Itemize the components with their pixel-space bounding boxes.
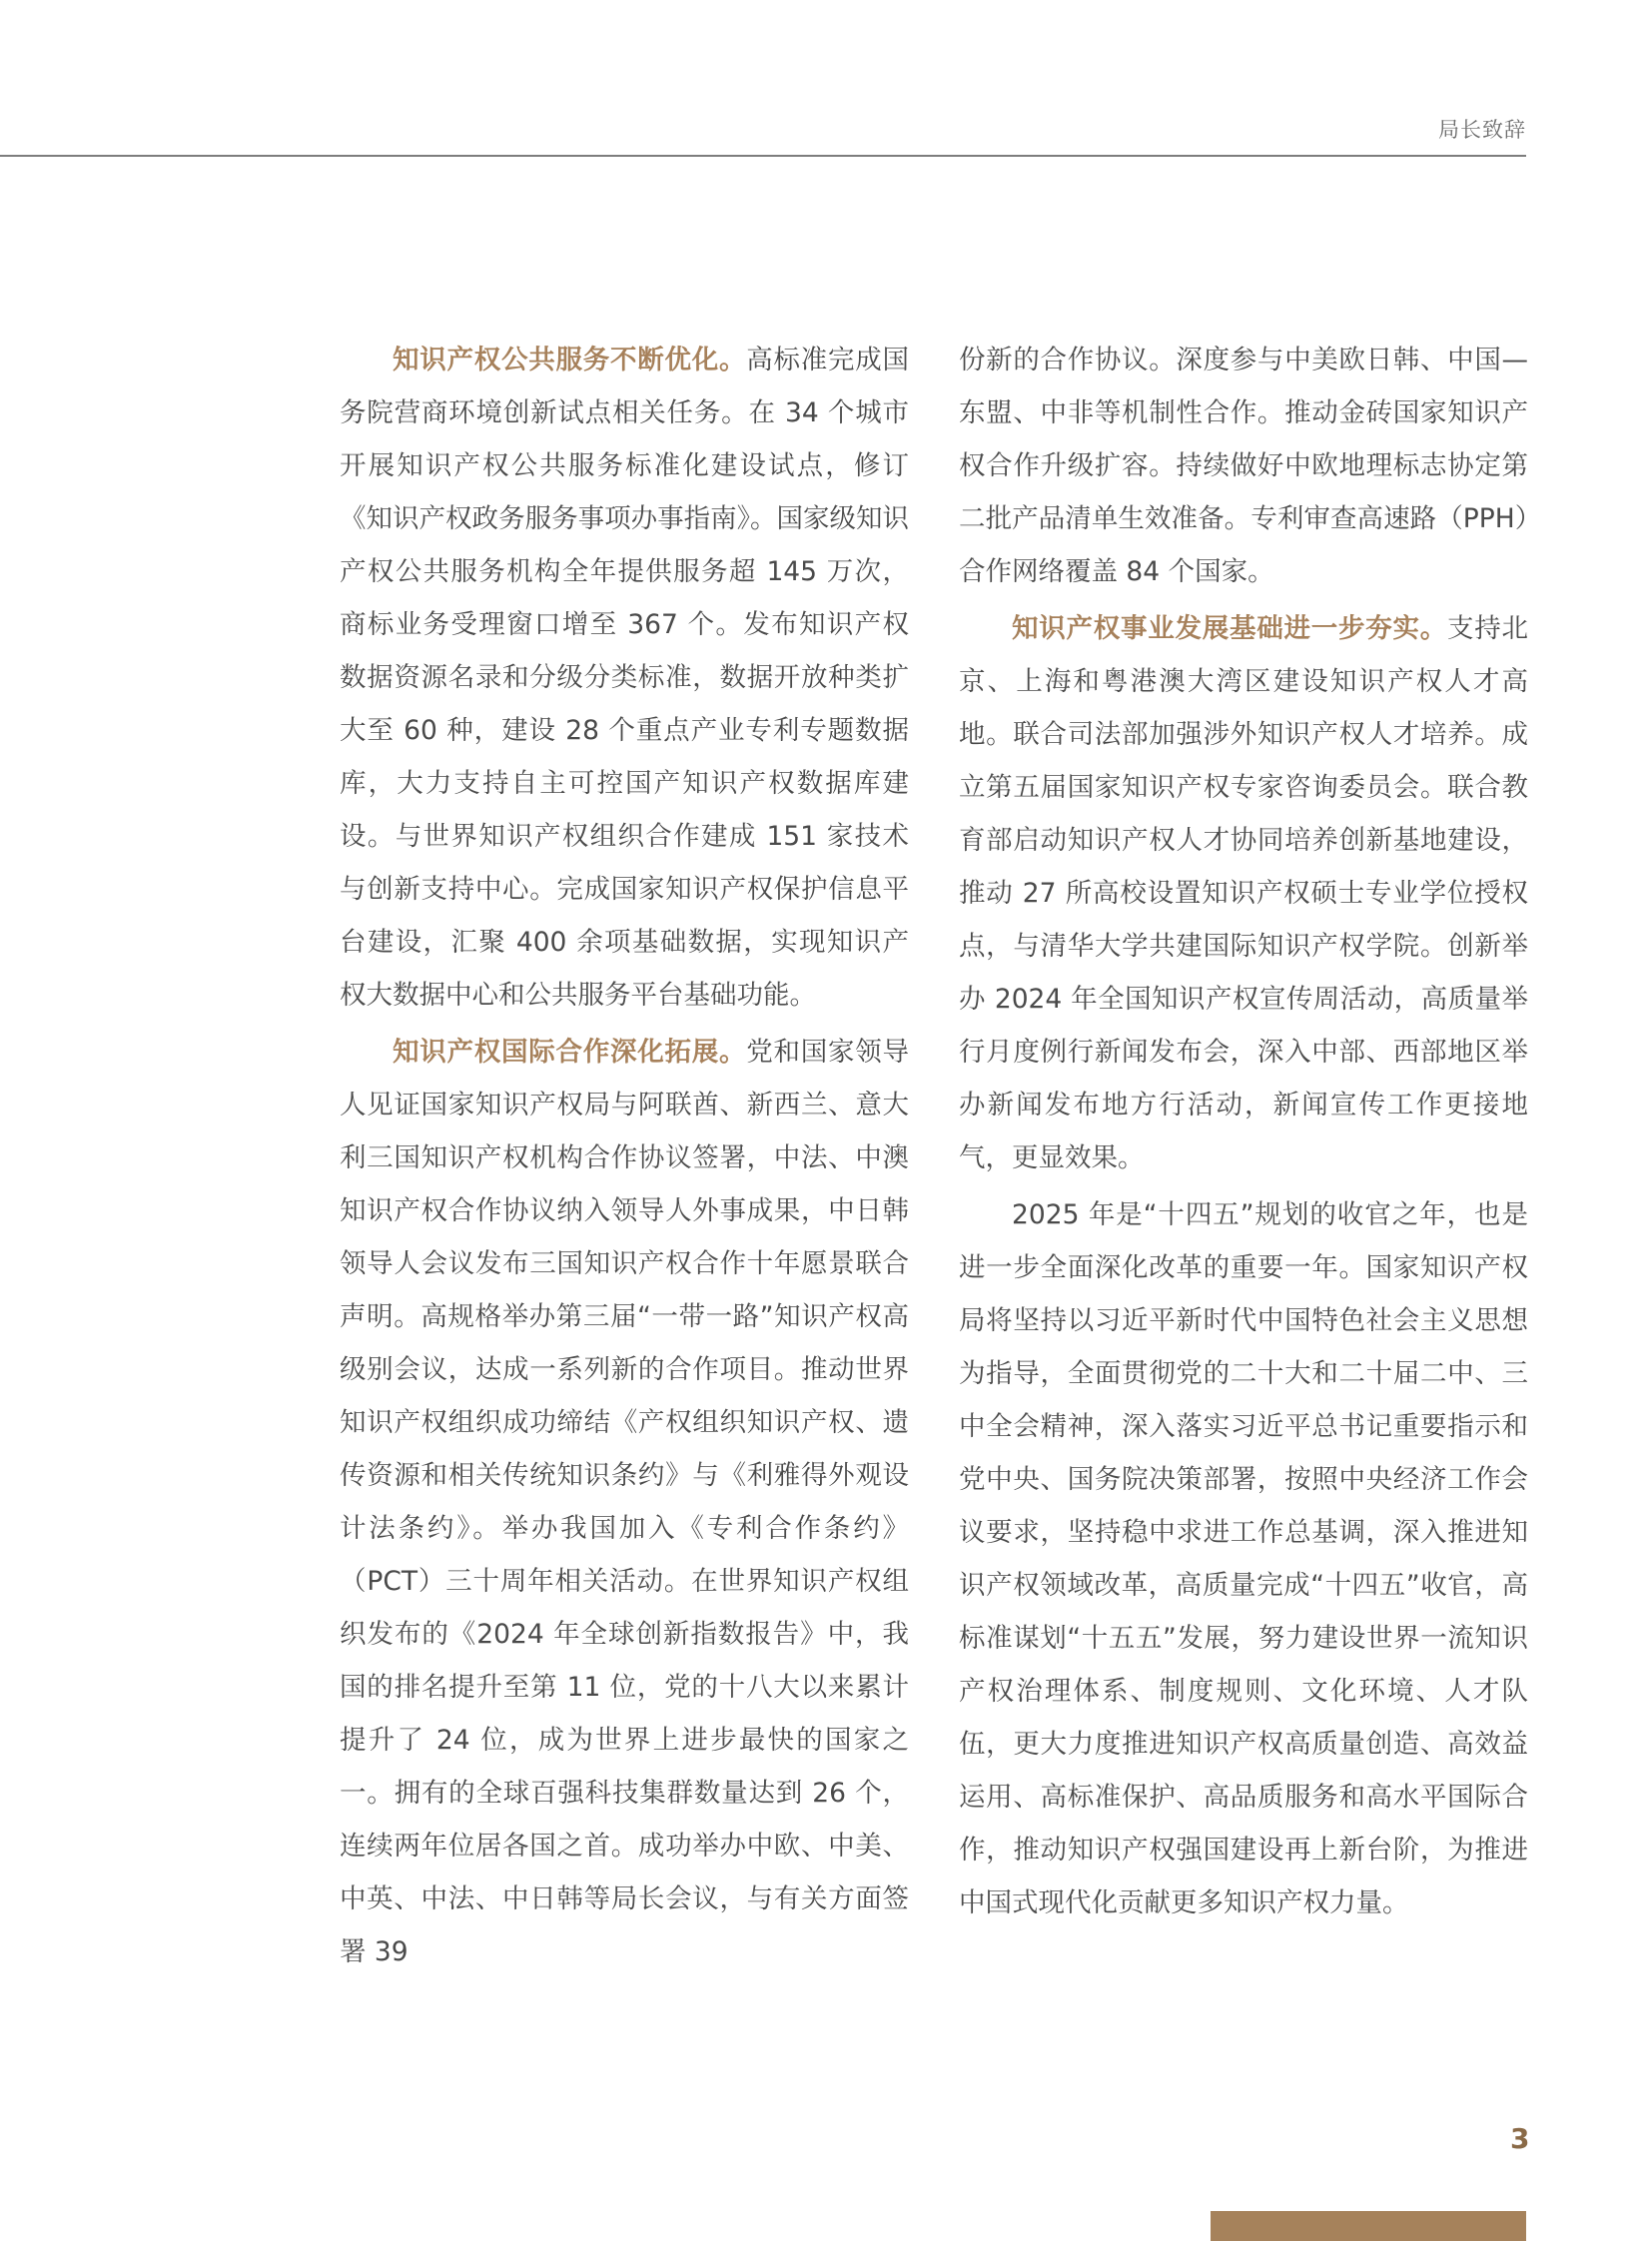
paragraph-lead: 知识产权公共服务不断优化。 xyxy=(393,345,747,375)
footer-accent-bar xyxy=(1211,2211,1526,2241)
paragraph-continued: 份新的合作协议。深度参与中美欧日韩、中国—东盟、中非等机制性合作。推动金砖国家知识产权合作升级扩容。持续做好中欧地理标志协定第二批产品清单生效准备。专利审查高速路（PPH）合作网络覆盖 84 个国家。 xyxy=(959,345,1528,587)
paragraph-lead: 知识产权国际合作深化拓展。 xyxy=(393,1037,747,1068)
section-label: 局长致辞 xyxy=(1438,118,1526,142)
paragraph-public-services xyxy=(340,334,909,1022)
paragraph-body: 党和国家领导人见证国家知识产权局与阿联酋、新西兰、意大利三国知识产权机构合作协议签署，中法、中澳知识产权合作协议纳入领导人外事成果，中日韩领导人会议发布三国知识产权合作十年愿景联合声明。高规格举办第三届“一带一路”知识产权高级别会议，达成一系列新的合作项目。推动世界知识产权组织成功缔结《产权组织知识产权、遗传资源和相关传统知识条约》与《利雅得外观设计法条约》。举办我国加入《专利合作条约》（PCT）三十周年相关活动。在世界知识产权组织发布的《2024 年全球创新指数报告》中，我国的排名提升至第 11 位，党的十八大以来累计提升了 24 位，成为世界上进步最快的国家之一。拥有的全球百强科技集群数量达到 26 个，连续两年位居各国之首。成功举办中欧、中美、中英、中法、中日韩等局长会议，与有关方面签署 39 xyxy=(340,1037,909,1967)
page-number: 3 xyxy=(1510,2122,1530,2155)
right-column xyxy=(959,334,1528,1933)
paragraph-international-cooperation xyxy=(340,1026,909,1978)
paragraph-body: 支持北京、上海和粤港澳大湾区建设知识产权人才高地。联合司法部加强涉外知识产权人才培养。成立第五届国家知识产权专家咨询委员会。联合教育部启动知识产权人才协同培养创新基地建设，推动 27 所高校设置知识产权硕士专业学位授权点，与清华大学共建国际知识产权学院。创新举办 2024 年全国知识产权宣传周活动，高质量举行月度例行新闻发布会，深入中部、西部地区举办新闻发布地方行活动，新闻宣传工作更接地气，更显效果。 xyxy=(959,613,1528,1173)
header-rule xyxy=(0,155,1526,157)
paragraph-lead: 知识产权事业发展基础进一步夯实。 xyxy=(1012,613,1447,644)
left-column xyxy=(340,334,909,1982)
paragraph-outlook-2025: 2025 年是“十四五”规划的收官之年，也是进一步全面深化改革的重要一年。国家知识产权局将坚持以习近平新时代中国特色社会主义思想为指导，全面贯彻党的二十大和二十届二中、三中全会精神，深入落实习近平总书记重要指示和党中央、国务院决策部署，按照中央经济工作会议要求，坚持稳中求进工作总基调，深入推进知识产权领域改革，高质量完成“十四五”收官，高标准谋划“十五五”发展，努力建设世界一流知识产权治理体系、制度规则、文化环境、人才队伍，更大力度推进知识产权高质量创造、高效益运用、高标准保护、高品质服务和高水平国际合作，推动知识产权强国建设再上新台阶，为推进中国式现代化贡献更多知识产权力量。 xyxy=(959,1199,1528,1918)
paragraph-body: 高标准完成国务院营商环境创新试点相关任务。在 34 个城市开展知识产权公共服务标准化建设试点，修订《知识产权政务服务事项办事指南》。国家级知识产权公共服务机构全年提供服务超 145 万次，商标业务受理窗口增至 367 个。发布知识产权数据资源名录和分级分类标准，数据开放种类扩大至 60 种，建设 28 个重点产业专利专题数据库，大力支持自主可控国产知识产权数据库建设。与世界知识产权组织合作建成 151 家技术与创新支持中心。完成国家知识产权保护信息平台建设，汇聚 400 余项基础数据，实现知识产权大数据中心和公共服务平台基础功能。 xyxy=(340,345,909,1011)
paragraph-foundation xyxy=(959,602,1528,1184)
